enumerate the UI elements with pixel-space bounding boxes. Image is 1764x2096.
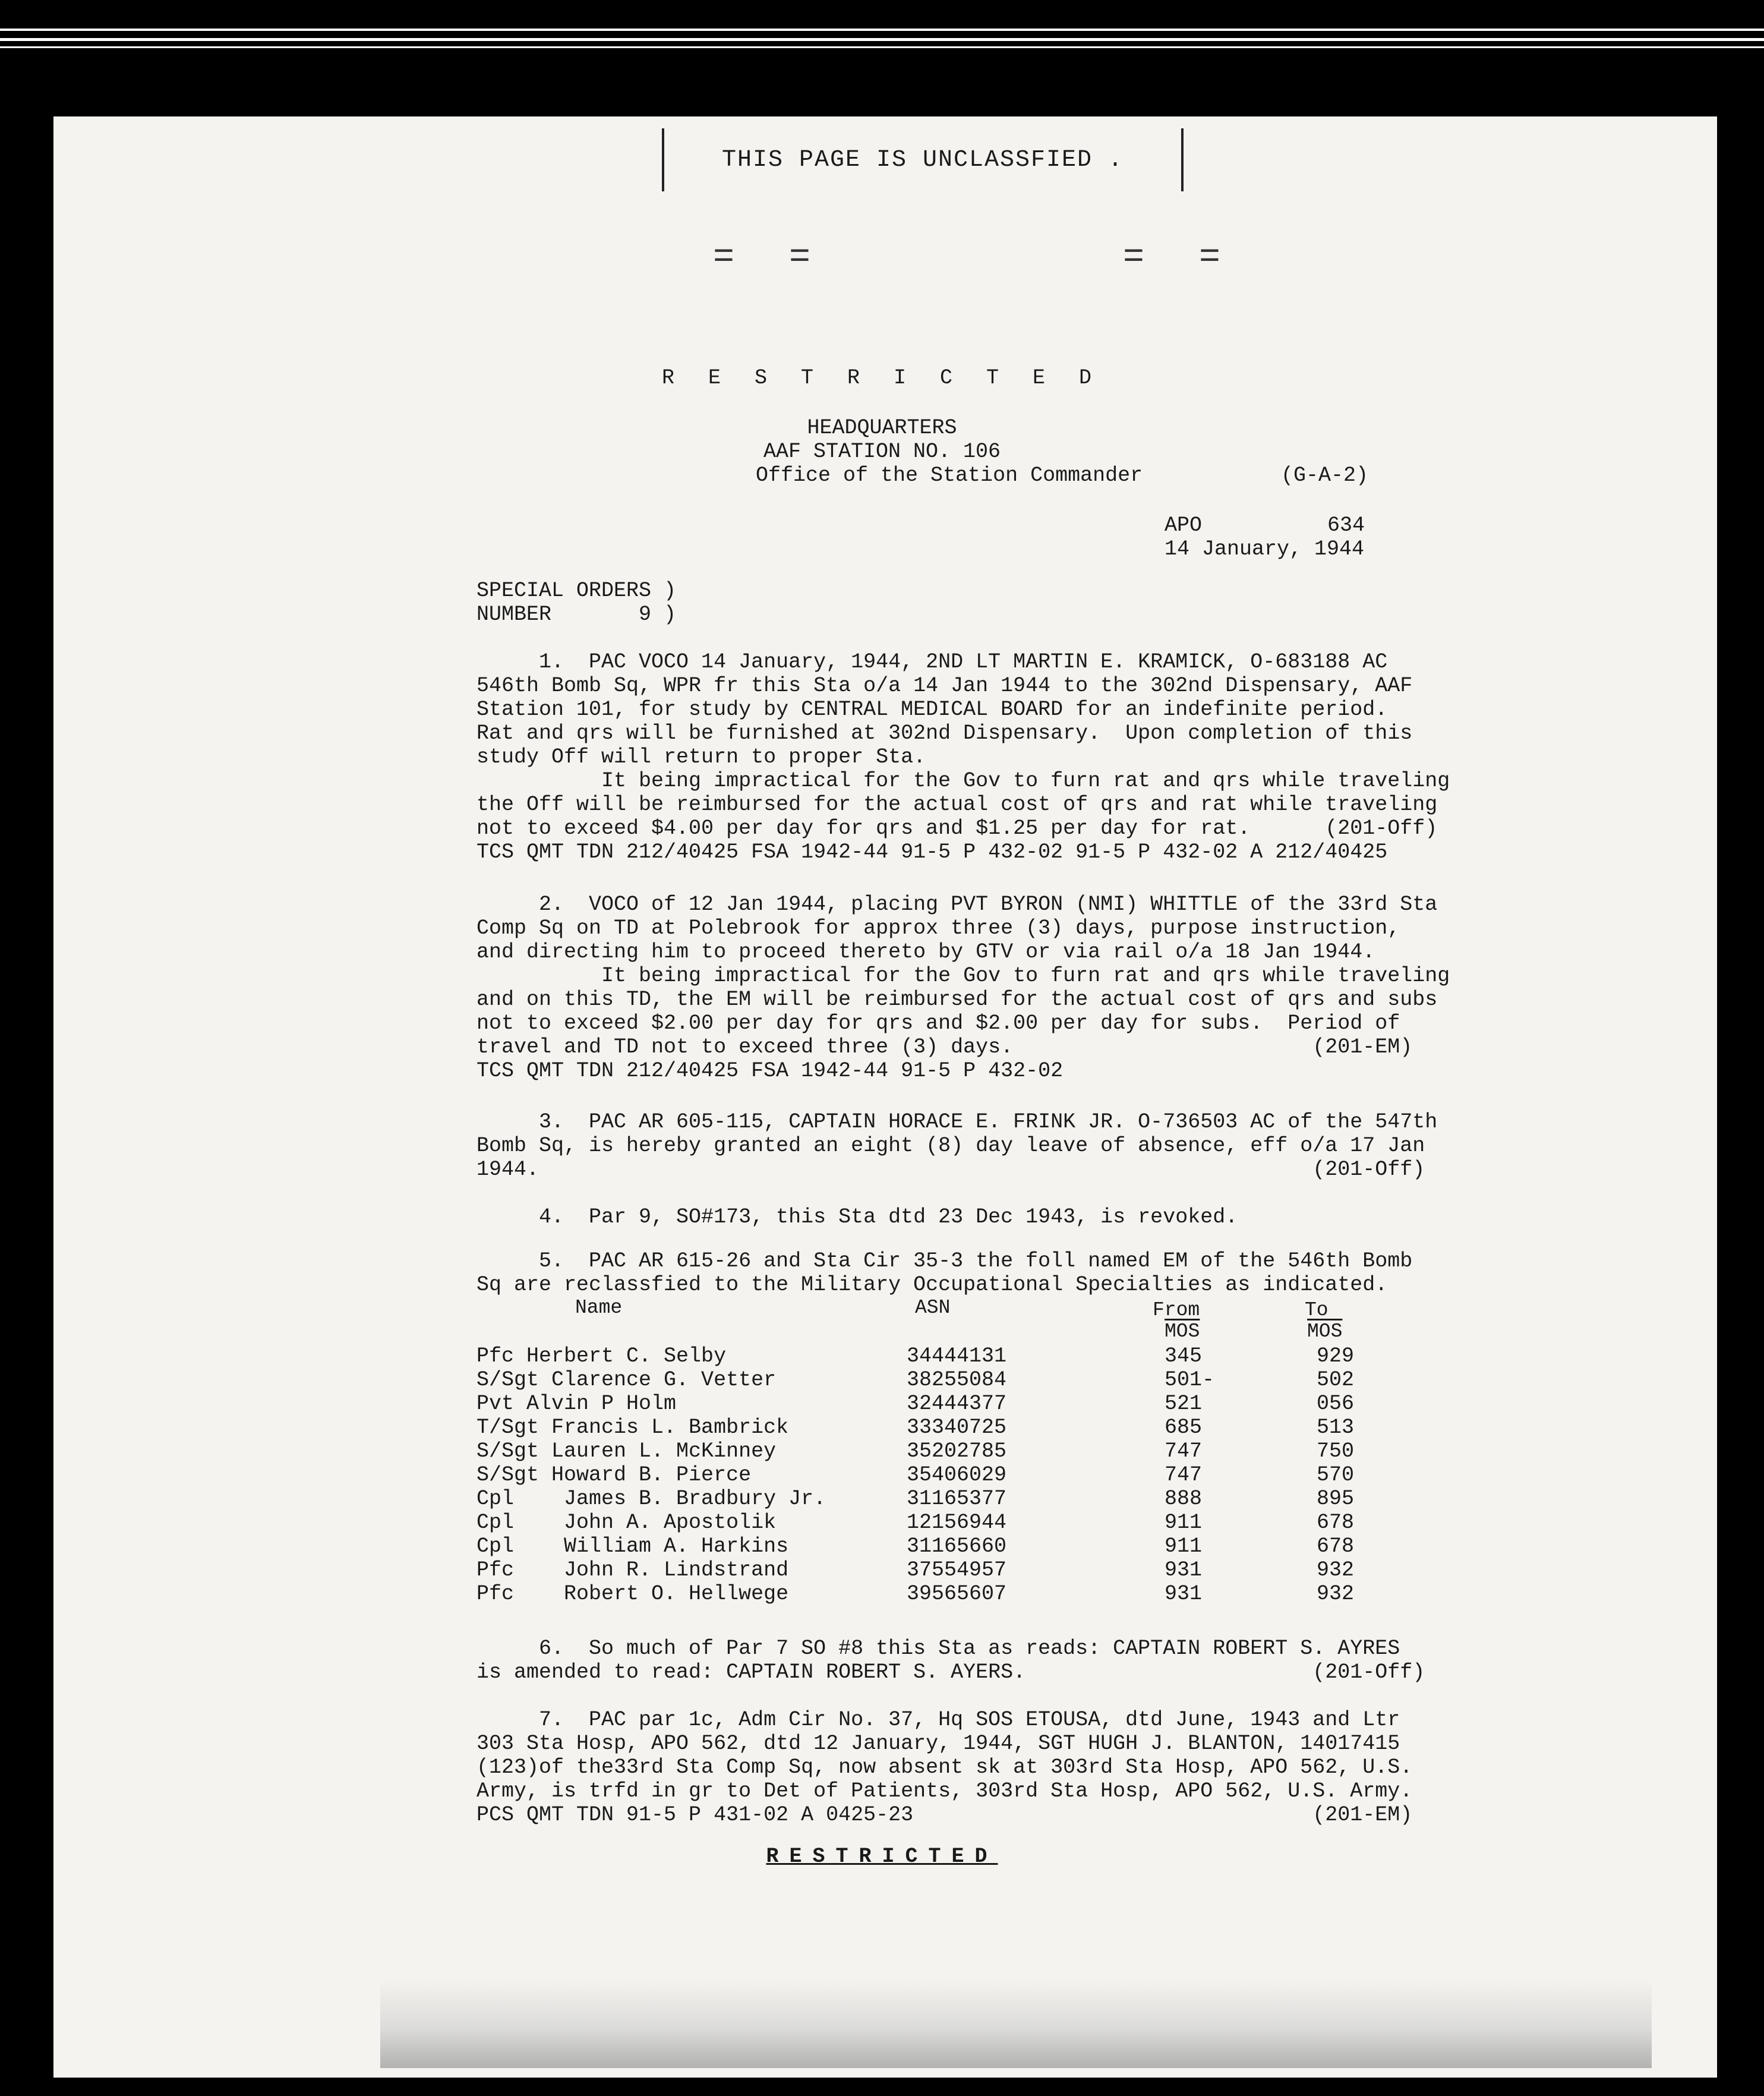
column-header-from-mos: $\overline{MOS}$ — [1165, 1320, 1200, 1342]
to-mos: 932 — [1317, 1582, 1355, 1606]
asn-value: 31165377 — [907, 1487, 1007, 1511]
table-row — [476, 1439, 1427, 1463]
headquarters-title: HEADQUARTERS — [807, 416, 957, 440]
column-header-from: From — [1153, 1299, 1200, 1321]
punch-mark: = = — [1123, 238, 1238, 278]
table-row — [476, 1558, 1427, 1582]
restricted-header: R E S T R I C T E D — [661, 366, 1103, 390]
reclassification-table — [476, 1344, 1427, 1606]
punch-mark: = = — [713, 238, 828, 278]
asn-value: 34444131 — [907, 1344, 1007, 1368]
paragraph-7: 7. PAC par 1c, Adm Cir No. 37, Hq SOS ETOUSA, dtd June, 1943 and Ltr 303 Sta Hosp, APO 562, dtd 12 January, 1944, SGT HUGH J. BLANTON, 14017415 (123)of the33rd Sta Comp Sq, now absent sk at 303rd Sta Hosp, APO 562, U.S. Army, is trfd in gr to Det of Patients, 303rd Sta Hosp, APO 562, U.S. Army. PCS QMT TDN 91-5 P 431-02 A 0425-23 (201-EM) — [476, 1708, 1413, 1827]
top-rule — [0, 46, 1764, 48]
asn-value: 37554957 — [907, 1558, 1007, 1582]
enlisted-name: Cpl James B. Bradbury Jr. — [476, 1487, 826, 1511]
table-row — [476, 1511, 1427, 1534]
apo-number: 634 — [1327, 513, 1365, 537]
from-mos: 911 — [1165, 1511, 1203, 1534]
to-mos: 932 — [1317, 1558, 1355, 1582]
to-mos: 570 — [1317, 1463, 1355, 1487]
asn-value: 38255084 — [907, 1368, 1007, 1392]
to-mos: 929 — [1317, 1344, 1355, 1368]
order-date: 14 January, 1944 — [1165, 537, 1365, 561]
from-mos: 345 — [1165, 1344, 1203, 1368]
office-line: Office of the Station Commander — [756, 464, 1143, 487]
column-header-to: To — [1305, 1299, 1328, 1321]
top-rule — [0, 29, 1764, 31]
scan-smudge — [380, 1979, 1652, 2068]
enlisted-name: Pfc Herbert C. Selby — [476, 1344, 727, 1368]
asn-value: 12156944 — [907, 1511, 1007, 1534]
asn-value: 33340725 — [907, 1416, 1007, 1439]
from-mos: 747 — [1165, 1439, 1203, 1463]
table-row — [476, 1392, 1427, 1416]
enlisted-name: S/Sgt Howard B. Pierce — [476, 1463, 752, 1487]
to-mos: 502 — [1317, 1368, 1355, 1392]
special-orders-number: NUMBER 9 ) — [476, 603, 677, 626]
special-orders-label: SPECIAL ORDERS ) — [476, 579, 677, 603]
paragraph-3: 3. PAC AR 605-115, CAPTAIN HORACE E. FRINK JR. O-736503 AC of the Bomb Sq, is hereby granted an eight (8) day leave of absence, eff o/a 17 1944. (201-Off) — [476, 1110, 1425, 1181]
to-mos: 678 — [1317, 1511, 1355, 1534]
asn-value: 35406029 — [907, 1463, 1007, 1487]
enlisted-name: Pfc Robert O. Hellwege — [476, 1582, 789, 1606]
top-rule — [0, 38, 1764, 41]
enlisted-name: S/Sgt Clarence G. Vetter — [476, 1368, 777, 1392]
from-mos: 911 — [1165, 1534, 1203, 1558]
asn-value: 31165660 — [907, 1534, 1007, 1558]
paragraph-2: 2. VOCO of 12 Jan 1944, placing PVT BYRON (NMI) WHITTLE of the 33rd Comp Sq on TD at Polebrook for approx three (3) days, purpose instruction, and directing him to proceed thereto by GTV or via rail o/a 18 Jan 1944. It being impractical for the Gov to furn rat and qrs while traveling and on this TD, the EM will be reimbursed for the actual cost of qrs and not to exceed $2.00 per day for qrs and $2.00 per day for subs. Period of travel and TD not to exceed three (3) days. (201-EM) TCS QMT TDN 212/40425 FSA 1942-44 91-5 P 432-02 — [476, 893, 1450, 1083]
to-mos: 750 — [1317, 1439, 1355, 1463]
enlisted-name: S/Sgt Lauren L. McKinney — [476, 1439, 777, 1463]
table-row — [476, 1582, 1427, 1606]
from-mos: 685 — [1165, 1416, 1203, 1439]
enlisted-name: Pvt Alvin P Holm — [476, 1392, 677, 1416]
from-mos: 931 — [1165, 1558, 1203, 1582]
to-mos: 513 — [1317, 1416, 1355, 1439]
asn-value: 32444377 — [907, 1392, 1007, 1416]
paragraph-4: 4. Par 9, SO#173, this Sta dtd 23 Dec 1943, is revoked. — [476, 1205, 1238, 1229]
table-row — [476, 1368, 1427, 1392]
enlisted-name: T/Sgt Francis L. Bambrick — [476, 1416, 789, 1439]
office-code: (G-A-2) — [1281, 464, 1369, 487]
enlisted-name: Pfc John R. Lindstrand — [476, 1558, 789, 1582]
from-mos: 747 — [1165, 1463, 1203, 1487]
to-mos: 678 — [1317, 1534, 1355, 1558]
paragraph-5: 5. PAC AR 615-26 and Sta Cir 35-3 the foll named EM of the 546th Bomb Sq are reclassfied to the Military Occupational Specialties as indicated. — [476, 1249, 1413, 1297]
apo-label: APO — [1165, 513, 1203, 537]
paragraph-6: 6. So much of Par 7 SO #8 this Sta as reads: CAPTAIN ROBERT S. AYRES is amended to read: CAPTAIN ROBERT S. AYERS. (201-Off) — [476, 1637, 1425, 1684]
enlisted-name: Cpl William A. Harkins — [476, 1534, 789, 1558]
enlisted-name: Cpl John A. Apostolik — [476, 1511, 777, 1534]
from-mos: 888 — [1165, 1487, 1203, 1511]
station-title: AAF STATION NO. 106 — [763, 440, 1001, 464]
column-header-to-mos: $\overline{MOS}$ — [1307, 1320, 1343, 1342]
unclassified-stamp: THIS PAGE IS UNCLASSFIED . — [662, 128, 1184, 191]
column-header-asn: ASN — [915, 1297, 951, 1319]
to-mos: 056 — [1317, 1392, 1355, 1416]
column-header-name: Name — [575, 1297, 623, 1319]
table-row — [476, 1416, 1427, 1439]
asn-value: 35202785 — [907, 1439, 1007, 1463]
from-mos: 501- — [1165, 1368, 1215, 1392]
paragraph-1: 1. PAC VOCO 14 January, 1944, 2ND LT MARTIN E. KRAMICK, O-683188 AC 546th Bomb Sq, WPR fr this Sta o/a 14 Jan 1944 to the 302nd Dispensary, AAF Station 101, for study by CENTRAL MEDICAL BOARD for an indefinite period. Rat and qrs will be furnished at 302nd Dispensary. Upon completion of this study Off will return to proper Sta. It being impractical for the Gov to furn rat and qrs while traveling the Off will be reimbursed for the actual cost of qrs and rat while traveling not to exceed $4.00 per day for qrs and $1.25 per day for rat. (201-Off) TCS QMT TDN 212/40425 FSA 1942-44 91-5 P 432-02 91-5 P 432-02 A 212/40425 — [476, 650, 1450, 864]
table-row — [476, 1344, 1427, 1368]
table-row — [476, 1463, 1427, 1487]
to-mos: 895 — [1317, 1487, 1355, 1511]
asn-value: 39565607 — [907, 1582, 1007, 1606]
table-row — [476, 1534, 1427, 1558]
restricted-footer: RESTRICTED — [766, 1845, 998, 1868]
table-row — [476, 1487, 1427, 1511]
from-mos: 931 — [1165, 1582, 1203, 1606]
from-mos: 521 — [1165, 1392, 1203, 1416]
